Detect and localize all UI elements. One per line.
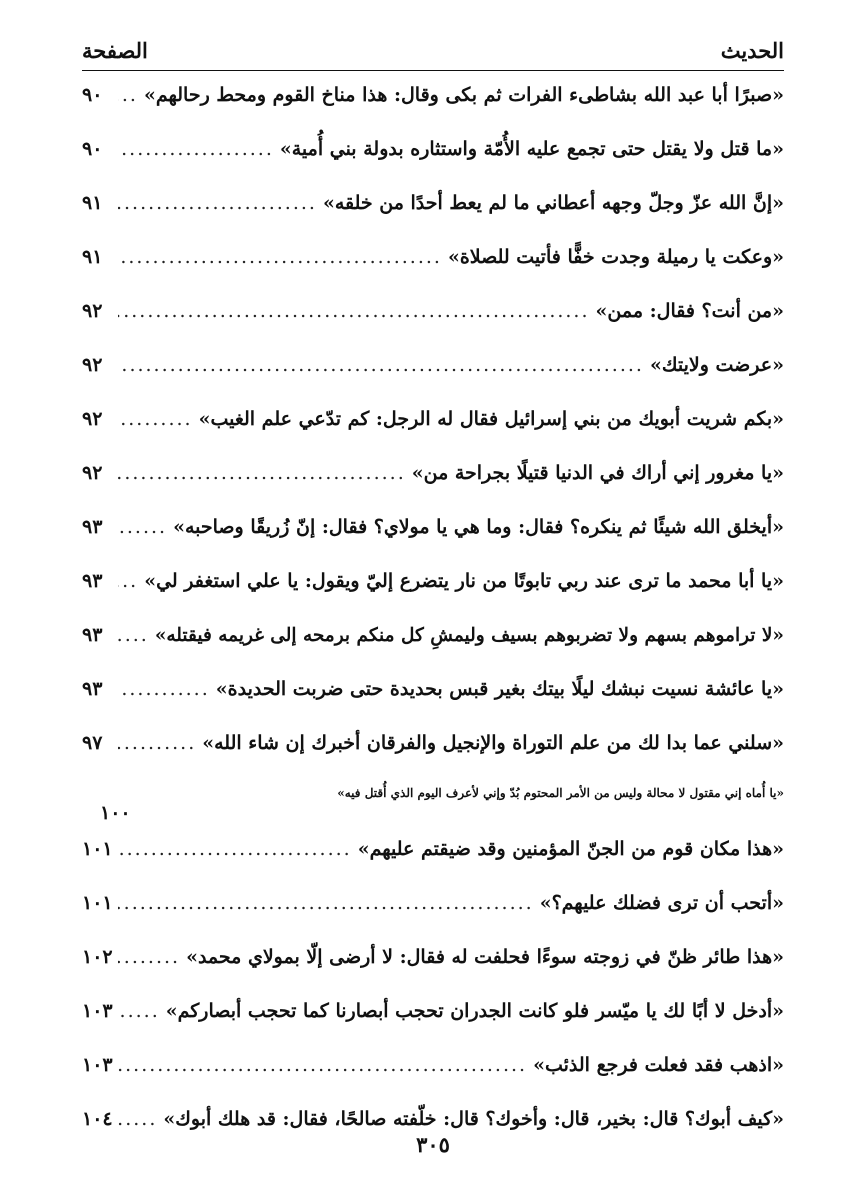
index-entry <box>82 946 784 1000</box>
index-entry <box>82 838 784 892</box>
entry-text: «هذا طائر ظنّ في زوجته سوءًا فحلفت له فقال: لا أرضى إلّا بمولاي محمد» <box>186 946 784 968</box>
index-entry <box>82 354 784 408</box>
entry-page: ٩٢ <box>82 300 103 322</box>
entry-page: ٩٢ <box>82 354 103 376</box>
dot-leader <box>118 570 144 592</box>
index-entry <box>82 300 784 354</box>
dot-leader <box>118 516 173 538</box>
index-entry <box>82 732 784 786</box>
entry-page: ٩١ <box>82 246 103 268</box>
entry-page: ٩٣ <box>82 570 103 592</box>
entry-text: «يا أُماه إني مقتول لا محالة وليس من الأمر المحتوم بُدّ وإني لأعرف اليوم الذي أُقتل فيه» <box>337 786 784 800</box>
dot-leader <box>118 892 540 914</box>
dot-leader <box>118 246 448 268</box>
dot-leader <box>118 946 186 968</box>
entry-page: ١٠٣ <box>82 1000 113 1022</box>
dot-leader <box>118 138 280 160</box>
entry-page: ٩٧ <box>82 732 103 754</box>
entry-page: ٩٢ <box>82 408 103 430</box>
index-entry <box>82 462 784 516</box>
entry-text: «بكم شريت أبويك من بني إسرائيل فقال له الرجل: كم تدّعي علم الغيب» <box>198 408 784 430</box>
entry-text: «ما قتل ولا يقتل حتى تجمع عليه الأُمّة واستثاره بدولة بني أُمية» <box>279 138 784 160</box>
entry-page: ٩١ <box>82 192 103 214</box>
entry-text: «صبرًا أبا عبد الله بشاطىء الفرات ثم بكى وقال: هذا مناخ القوم ومحط رحالهم» <box>143 84 784 106</box>
entry-page: ١٠٤ <box>82 1108 113 1130</box>
entry-text: «وعكت يا رميلة وجدت خفًّا فأتيت للصلاة» <box>447 246 784 268</box>
index-entry <box>82 1000 784 1054</box>
entry-text: «كيف أبوك؟ قال: بخير، قال: وأخوك؟ قال: خلّفته صالحًا، فقال: قد هلك أبوك» <box>163 1108 784 1130</box>
entry-text: «أدخل لا أبًا لك يا ميّسر فلو كانت الجدران تحجب أبصارنا كما تحجب أبصاركم» <box>165 1000 784 1022</box>
dot-leader <box>118 1108 163 1130</box>
entry-page: ١٠١ <box>82 892 113 914</box>
dot-leader <box>118 462 412 484</box>
entry-page: ٩٠ <box>82 138 103 160</box>
entry-text: «من أنت؟ فقال: ممن» <box>595 300 784 322</box>
dot-leader <box>118 408 199 430</box>
entry-text: «أيخلق الله شيئًا ثم ينكره؟ فقال: وما هي يا مولاي؟ فقال: إنّ زُريقًا وصاحبه» <box>173 516 784 538</box>
entry-page: ٩٣ <box>82 678 103 700</box>
header-divider <box>82 70 784 71</box>
entry-text: «اذهب فقد فعلت فرجع الذئب» <box>533 1054 784 1076</box>
dot-leader <box>118 732 202 754</box>
entry-page: ١٠١ <box>82 838 113 860</box>
entry-page: ١٠٠ <box>100 802 131 824</box>
index-entry <box>82 624 784 678</box>
dot-leader <box>118 1000 166 1022</box>
index-entry <box>82 408 784 462</box>
dot-leader <box>118 354 650 376</box>
dot-leader <box>118 678 216 700</box>
entry-text: «عرضت ولايتك» <box>649 354 784 376</box>
entry-text: «يا مغرور إني أراك في الدنيا قتيلًا بجراحة من» <box>411 462 784 484</box>
entry-text: «أتحب أن ترى فضلك عليهم؟» <box>539 892 784 914</box>
column-title-page: الصفحة <box>82 37 148 63</box>
entry-page: ١٠٢ <box>82 946 113 968</box>
dot-leader <box>118 624 155 646</box>
entry-text: «يا أبا محمد ما ترى عند ربي تابوتًا من نار يتضرع إليّ ويقول: يا علي استغفر لي» <box>144 570 784 592</box>
entry-text: «يا عائشة نسيت نبشك ليلًا بيتك بغير قبس بحديدة حتى ضربت الحديدة» <box>215 678 784 700</box>
index-entry <box>82 246 784 300</box>
dot-leader <box>118 192 323 214</box>
column-title-hadith: الحديث <box>720 37 784 63</box>
index-entry <box>82 786 784 838</box>
dot-leader <box>118 1054 533 1076</box>
entry-text: «سلني عما بدا لك من علم التوراة والإنجيل والفرقان أخبرك إن شاء الله» <box>202 732 784 754</box>
entry-page: ٩٠ <box>82 84 103 106</box>
index-entry <box>82 892 784 946</box>
index-entry <box>82 678 784 732</box>
entry-page: ١٠٣ <box>82 1054 113 1076</box>
entry-text: «لا تراموهم بسهم ولا تضربوهم بسيف وليمشِ كل منكم برمحه إلى غريمه فيقتله» <box>154 625 784 646</box>
page-number: ٣٠٥ <box>416 1132 450 1157</box>
entry-page: ٩٢ <box>82 462 103 484</box>
index-entry <box>82 84 784 138</box>
entry-page: ٩٣ <box>82 516 103 538</box>
dot-leader <box>118 838 358 860</box>
dot-leader <box>118 84 144 106</box>
index-entry <box>82 1054 784 1108</box>
entry-text: «هذا مكان قوم من الجنّ المؤمنين وقد ضيقتم عليهم» <box>357 838 784 860</box>
dot-leader <box>118 300 596 322</box>
index-entry <box>82 192 784 246</box>
entry-text: «إنَّ الله عزّ وجلّ وجهه أعطاني ما لم يعط أحدًا من خلقه» <box>322 192 784 214</box>
index-entry <box>82 570 784 624</box>
index-entries <box>82 84 784 1162</box>
entry-page: ٩٣ <box>82 624 103 646</box>
index-header <box>82 34 784 66</box>
index-entry <box>82 516 784 570</box>
index-entry <box>82 138 784 192</box>
